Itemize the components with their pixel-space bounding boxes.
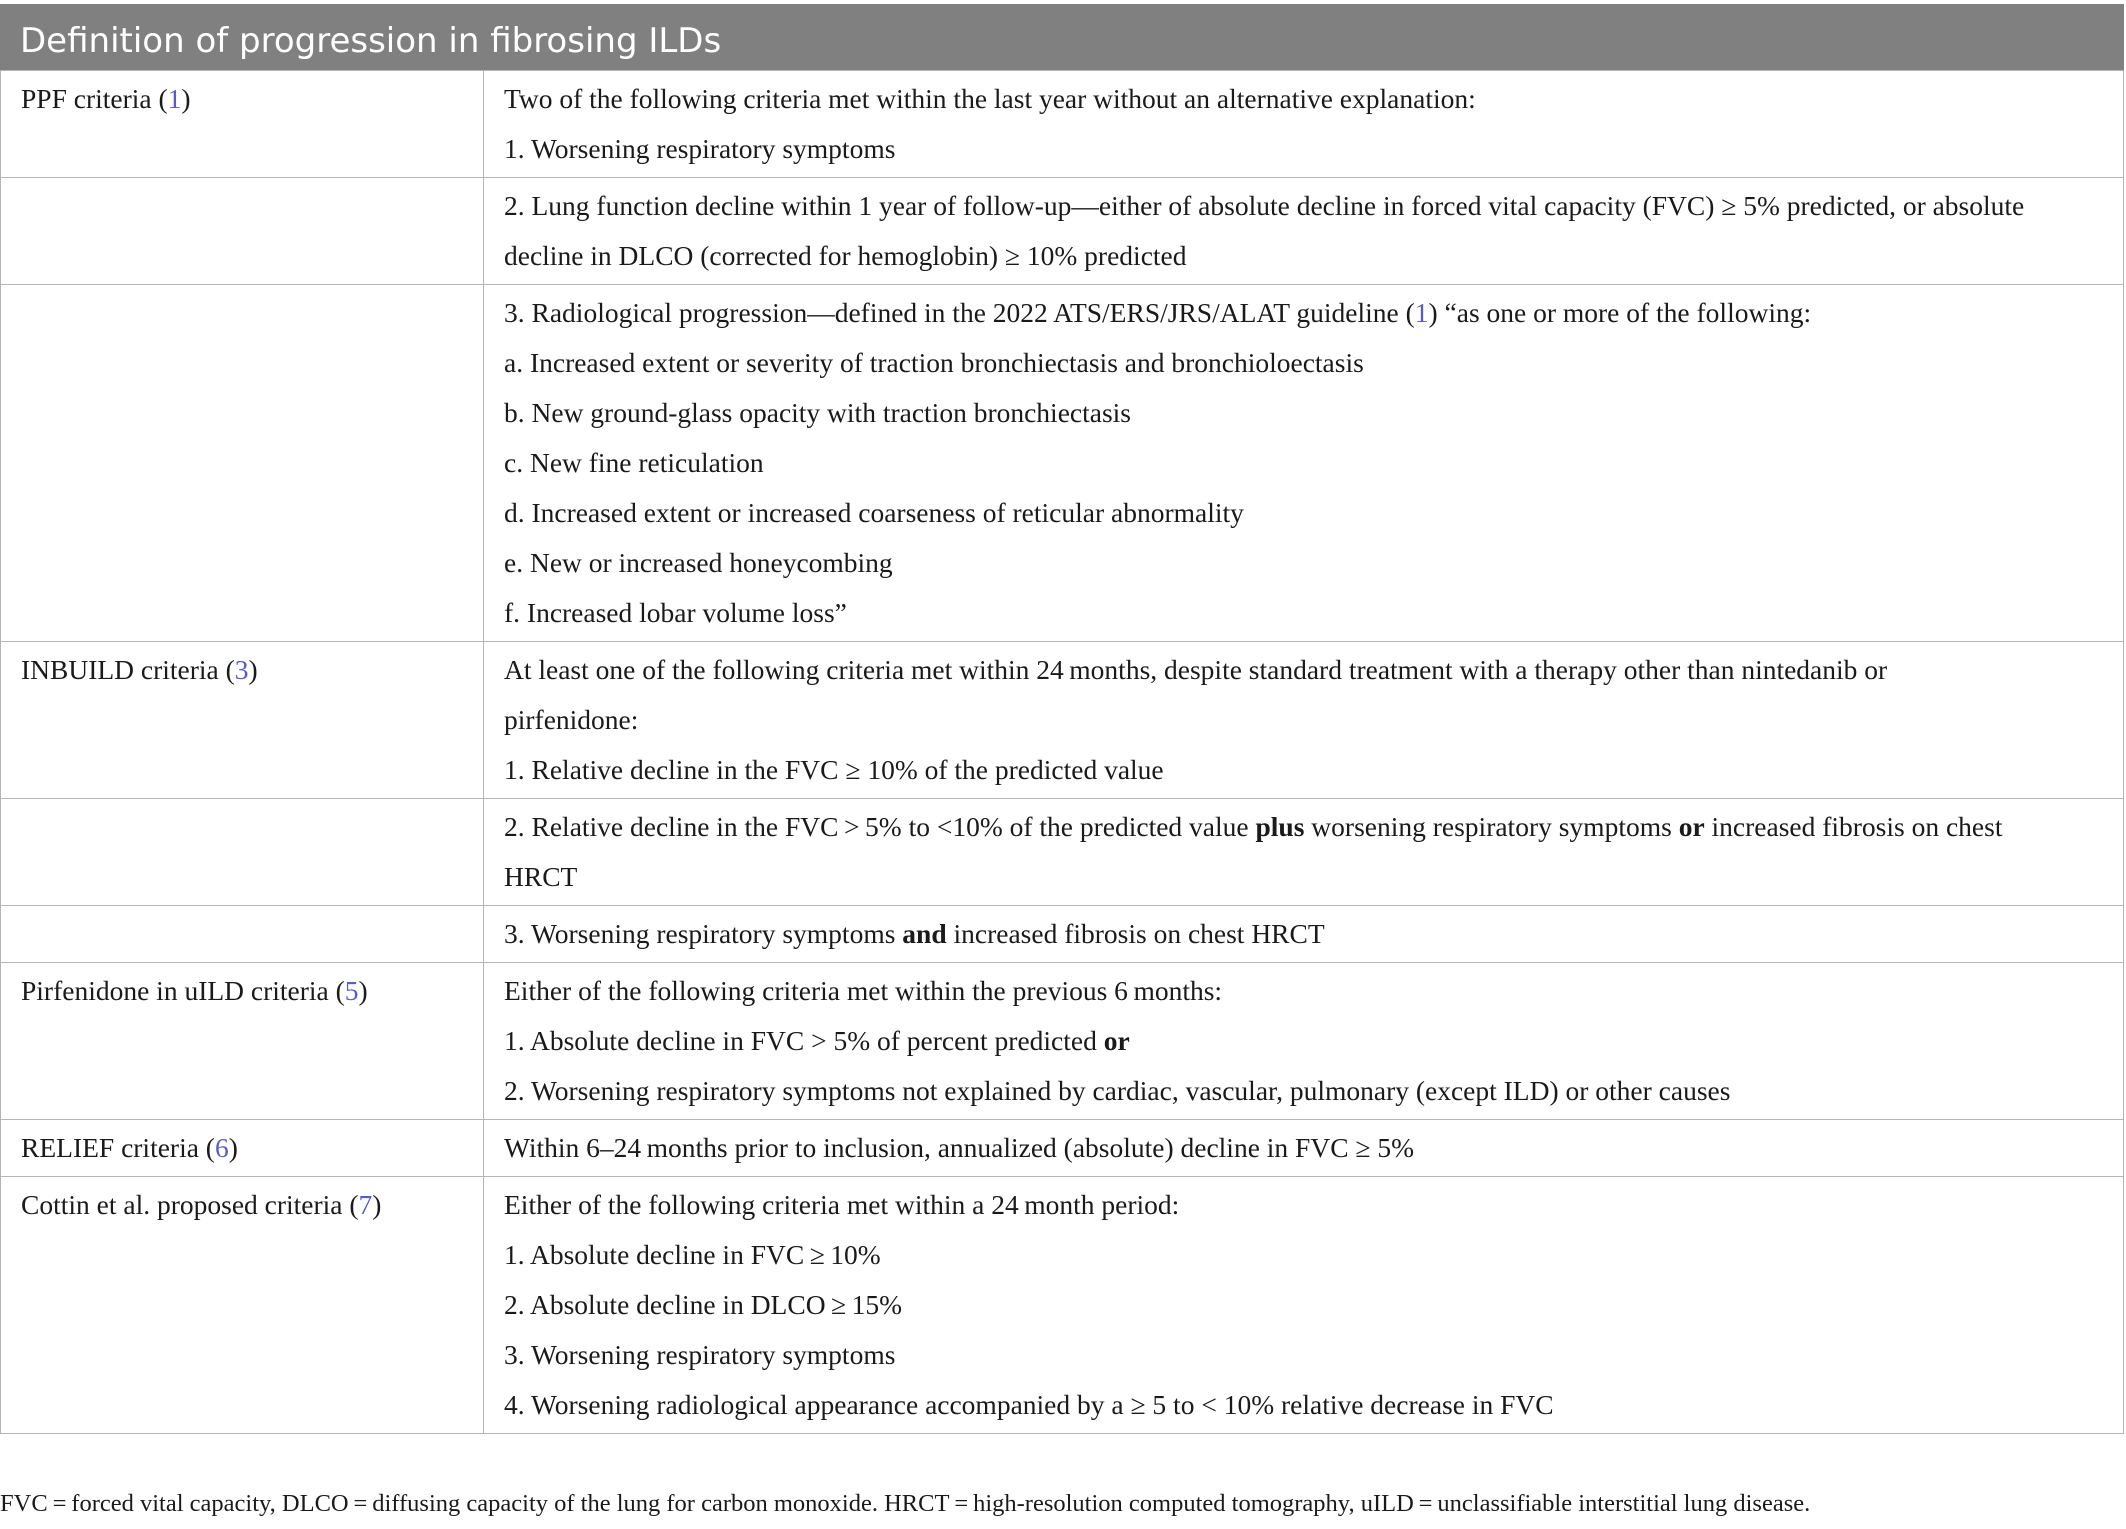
table-row xyxy=(1,1177,2124,1434)
criteria-line: 4. Worsening radiological appearance accompanied by a ≥ 5 to < 10% relative decrease in FVC xyxy=(504,1389,1554,1420)
row-label: Pirfenidone in uILD criteria (5) xyxy=(1,963,484,1120)
criteria-line: 3. Worsening respiratory symptoms xyxy=(504,1339,896,1370)
criteria-line: 1. Absolute decline in FVC > 5% of percent predicted or xyxy=(504,1025,1130,1056)
table-row xyxy=(1,178,2124,285)
criteria-line: Either of the following criteria met within the previous 6 months: xyxy=(504,975,1223,1006)
reference-link[interactable]: 1 xyxy=(167,83,182,114)
row-criteria xyxy=(484,799,2124,906)
criteria-line: 2. Lung function decline within 1 year of follow-up—either of absolute decline in forced vital capacity (FVC) ≥ 5% predicted, or absolute xyxy=(504,190,2025,221)
row-criteria xyxy=(484,1120,2124,1177)
row-label xyxy=(1,285,484,642)
criteria-line: Either of the following criteria met within a 24 month period: xyxy=(504,1189,1180,1220)
row-criteria xyxy=(484,178,2124,285)
row-label: INBUILD criteria (3) xyxy=(1,642,484,799)
table-row xyxy=(1,642,2124,799)
table-row xyxy=(1,963,2124,1120)
criteria-line: decline in DLCO (corrected for hemoglobin) ≥ 10% predicted xyxy=(504,240,1187,271)
table-row xyxy=(1,799,2124,906)
criteria-line: 2. Relative decline in the FVC > 5% to <10% of the predicted value plus worsening respiratory symptoms or increased fibrosis on chest xyxy=(504,811,2003,842)
table-row xyxy=(1,71,2124,178)
criteria-table xyxy=(0,70,2124,1434)
criteria-line: 1. Worsening respiratory symptoms xyxy=(504,133,896,164)
row-criteria xyxy=(484,285,2124,642)
reference-link[interactable]: 7 xyxy=(358,1189,373,1220)
table-footnote: FVC = forced vital capacity, DLCO = diffusing capacity of the lung for carbon monoxide. HRCT = high-resolution computed tomography, uILD = unclassifiable interstitial lung disease. xyxy=(0,1490,1811,1517)
reference-link[interactable]: 5 xyxy=(344,975,359,1006)
reference-link[interactable]: 3 xyxy=(234,654,249,685)
row-label: PPF criteria (1) xyxy=(1,71,484,178)
row-label xyxy=(1,906,484,963)
criteria-line: 1. Relative decline in the FVC ≥ 10% of the predicted value xyxy=(504,754,1164,785)
criteria-line: f. Increased lobar volume loss” xyxy=(504,597,847,628)
row-label: RELIEF criteria (6) xyxy=(1,1120,484,1177)
row-label: Cottin et al. proposed criteria (7) xyxy=(1,1177,484,1434)
row-criteria xyxy=(484,1177,2124,1434)
row-label xyxy=(1,178,484,285)
criteria-line: a. Increased extent or severity of traction bronchiectasis and bronchioloectasis xyxy=(504,347,1364,378)
criteria-line: Two of the following criteria met within the last year without an alternative explanation: xyxy=(504,83,1476,114)
table-row xyxy=(1,906,2124,963)
row-label xyxy=(1,799,484,906)
criteria-line: pirfenidone: xyxy=(504,704,639,735)
row-criteria xyxy=(484,963,2124,1120)
criteria-line: At least one of the following criteria met within 24 months, despite standard treatment with a therapy other than nintedanib or xyxy=(504,654,1888,685)
criteria-line: c. New fine reticulation xyxy=(504,447,764,478)
table-row xyxy=(1,1120,2124,1177)
reference-link[interactable]: 6 xyxy=(214,1132,229,1163)
criteria-line: 2. Absolute decline in DLCO ≥ 15% xyxy=(504,1289,903,1320)
table-row xyxy=(1,285,2124,642)
criteria-table-container xyxy=(0,4,2124,1434)
criteria-line: 2. Worsening respiratory symptoms not explained by cardiac, vascular, pulmonary (except ILD) or other causes xyxy=(504,1075,1731,1106)
row-criteria xyxy=(484,71,2124,178)
criteria-line: HRCT xyxy=(504,861,578,892)
criteria-line: e. New or increased honeycombing xyxy=(504,547,893,578)
reference-link[interactable]: 1 xyxy=(1414,297,1429,328)
row-criteria xyxy=(484,642,2124,799)
criteria-line: 1. Absolute decline in FVC ≥ 10% xyxy=(504,1239,881,1270)
row-criteria xyxy=(484,906,2124,963)
criteria-line: b. New ground-glass opacity with traction bronchiectasis xyxy=(504,397,1131,428)
table-title: Definition of progression in fibrosing ILDs xyxy=(0,4,2124,70)
criteria-line: 3. Worsening respiratory symptoms and increased fibrosis on chest HRCT xyxy=(504,918,1325,949)
criteria-line: 3. Radiological progression—defined in the 2022 ATS/ERS/JRS/ALAT guideline (1) “as one or more of the following: xyxy=(504,297,1812,328)
criteria-line: Within 6–24 months prior to inclusion, annualized (absolute) decline in FVC ≥ 5% xyxy=(504,1132,1415,1163)
criteria-line: d. Increased extent or increased coarseness of reticular abnormality xyxy=(504,497,1244,528)
